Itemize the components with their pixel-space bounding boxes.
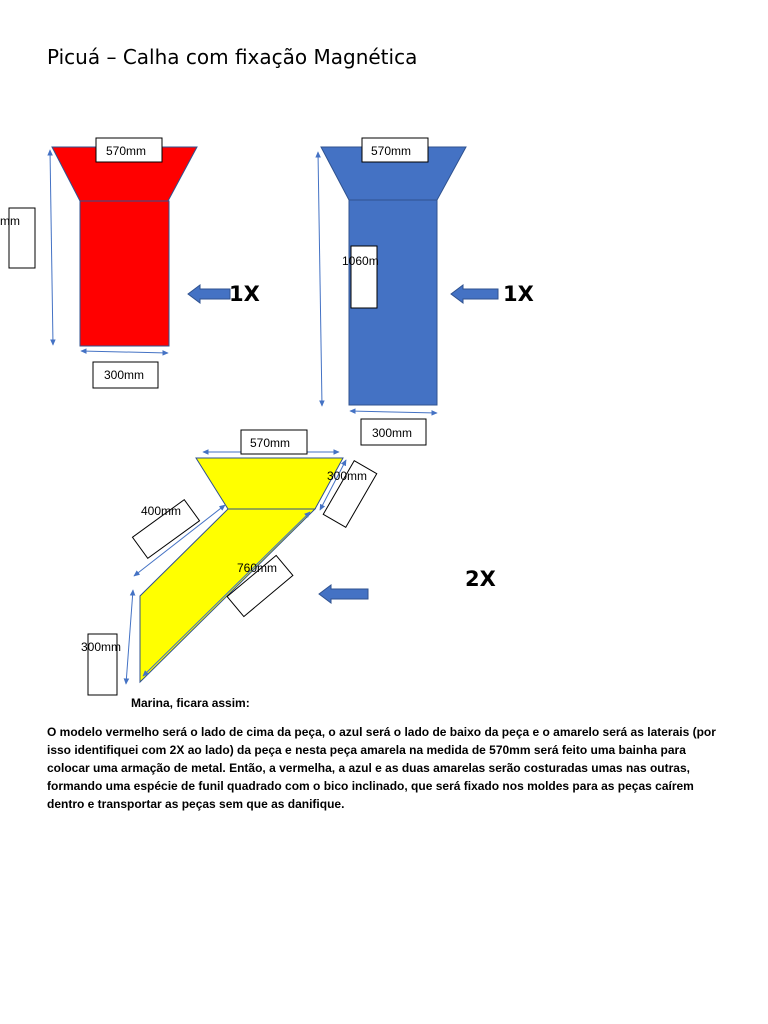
- blue-bottom-dimension-line: [350, 411, 437, 413]
- yellow-funnel-top: [196, 458, 343, 509]
- red-bottom-width-label: 300mm: [104, 368, 145, 382]
- blue-height-label: 1060m: [342, 254, 379, 268]
- blue-height-dimension-line: [318, 152, 322, 406]
- red-height-dimension-line: [50, 150, 53, 345]
- blue-quantity-label: 1X: [503, 282, 534, 306]
- red-arrow: [188, 285, 230, 303]
- red-height-label: mm: [0, 214, 20, 228]
- blue-top-width-label: 570mm: [371, 144, 412, 158]
- blue-piece: [318, 138, 534, 445]
- yellow-piece: [81, 430, 496, 695]
- yellow-left-height-label: 300mm: [81, 640, 122, 654]
- yellow-left-height-dimension-line: [126, 590, 133, 684]
- blue-arrow: [451, 285, 498, 303]
- red-bottom-dimension-line: [81, 351, 168, 353]
- red-body: [80, 201, 169, 346]
- red-quantity-label: 1X: [229, 282, 260, 306]
- red-top-width-label: 570mm: [106, 144, 147, 158]
- document-title: Picuá – Calha com fixação Magnética: [47, 45, 418, 69]
- caption: Marina, ficara assim:: [131, 696, 250, 710]
- yellow-diagonal-label: 760mm: [237, 561, 278, 575]
- yellow-quantity-label: 2X: [465, 567, 496, 591]
- yellow-left-slant-label: 400mm: [141, 504, 182, 518]
- blue-bottom-width-label: 300mm: [372, 426, 413, 440]
- yellow-arrow: [319, 585, 368, 603]
- red-piece: [0, 138, 260, 388]
- yellow-side-label: 300mm: [327, 469, 368, 483]
- description-paragraph: O modelo vermelho será o lado de cima da peça, o azul será o lado de baixo da peça e o amarelo será as laterais (por isso identifiquei com 2X ao lado) da peça e nesta peça amarela na medida de 570mm será feito uma bainha para colocar uma armação de metal. Então, a vermelha, a azul e as duas amarelas serão costuradas umas nas outras, formando uma espécie de funil quadrado com o bico inclinado, que será fixado nos moldes para as peças caírem dentro e transportar as peças sem que as danifique.: [47, 725, 716, 811]
- yellow-top-width-label: 570mm: [250, 436, 291, 450]
